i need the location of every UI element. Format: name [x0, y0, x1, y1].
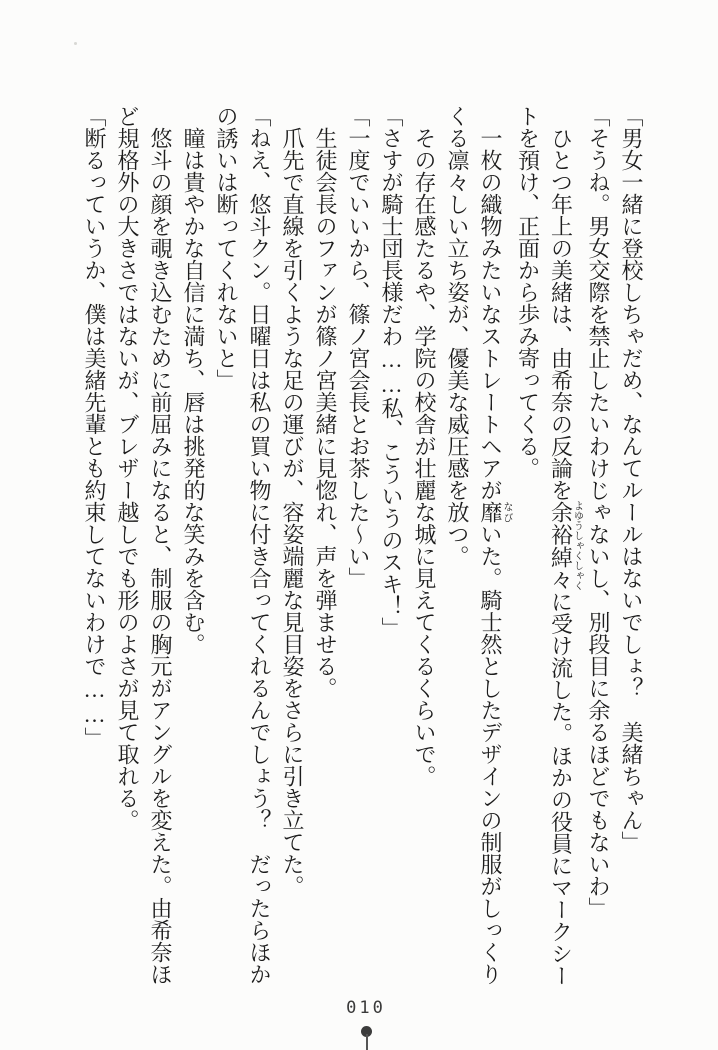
- text-line: ど規格外の大きさではないが、ブレザー越しでも形のよさが見て取れる。: [115, 105, 140, 831]
- binding-mark-line: [366, 1034, 368, 1050]
- text-line: 「一度でいいから、篠ノ宮会長とお茶した～い」: [346, 105, 371, 589]
- text-line: 「そうね。男女交際を禁止したいわけじゃないし、別段目に余るほどでもないわ」: [586, 105, 611, 919]
- text-line: 「ねえ、悠斗クン。日曜日は私の買い物に付き合ってくれるんでしょう？ だったらほか: [247, 105, 272, 985]
- ruby-annotated-word: 余裕綽々よゆうしゃくしゃく: [548, 500, 583, 591]
- page-number: 010: [346, 998, 386, 1018]
- text-line: ひとつ年上の美緒は、由希奈の反論を余裕綽々よゆうしゃくしゃくに受け流した。ほかの役員にマークシー: [548, 127, 583, 987]
- text-line: トを預け、正面から歩み寄ってくる。: [515, 105, 541, 479]
- text-line: 瞳は貴やかな自信に満ち、唇は挑発的な笑みを含む。: [181, 127, 206, 655]
- text-line: くる凛々しい立ち姿が、優美な威圧感を放つ。: [445, 105, 470, 567]
- text-line: 悠斗の顔を覗き込むために前屈みになると、制服の胸元がアングルを変えた。由希奈ほ: [148, 127, 173, 985]
- text-line: 「男女一緒に登校しちゃだめ、なんてルールはないでしょ？ 美緒ちゃん」: [619, 105, 644, 853]
- page-text-block: [78, 105, 648, 989]
- text-line: の誘いは断ってくれないと」: [214, 105, 239, 391]
- text-line: 「断るっていうか、僕は美緒先輩とも約束してないわけで……」: [82, 105, 107, 749]
- text-line: 爪先で直線を引くような足の運びが、容姿端麗な見目姿をさらに引き立てた。: [280, 127, 305, 897]
- text-line: その存在感たるや、学院の校舎が壮麗な城に見えてくるくらいで。: [412, 127, 437, 787]
- text-line: 一枚の織物みたいなストレートヘアが靡なびいた。騎士然としたデザインの制服がしっくり: [478, 127, 512, 985]
- ruby-annotated-word: 靡なび: [478, 501, 512, 523]
- scan-artifact-dot: [74, 42, 77, 45]
- text-line: 「さすが騎士団長様だわ……私、こういうのスキ！」: [379, 105, 404, 639]
- text-line: 生徒会長のファンが篠ノ宮美緒に見惚れ、声を弾ませる。: [313, 127, 338, 699]
